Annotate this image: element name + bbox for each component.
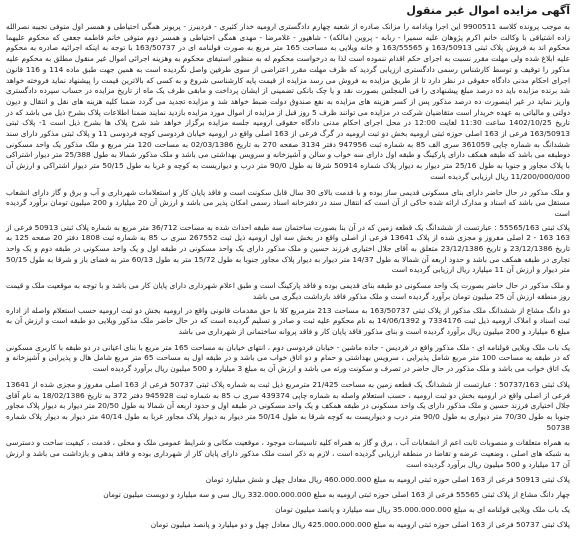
- price-line-2: چهار دانگ مشاع از پلاک ثبتی 55565 فرعی از 163 اصلی حوزه ثبتی ارومیه به مبلغ 332.000.000.000 ریال سی و سه میلیارد و دویست میلیون تومان: [103, 490, 570, 500]
- notice-paragraph-villa: یک باب ملک ویلایی قولنامه ای - ملک مذکور واقع در فردیس - جاده ماشین - خیابان فردوسی دوم ، انتهای خیابان به مساحت 165 متر مربع با بنای اعیانی در دو طبقه با کاربری مسکونی که در طبقه به مساحت 100 متر مربع شامل پذیرایی ، سرویس بهداشتی و حمام و دو اتاق خواب می باشد و در طبقه اول به مساحت 65 متر مربع شامل هال و پذیرایی و آشپزخانه و یک اتاق خواب می باشد و ملک مذکور در حال حاضر در تصرف و سکونت ورثه می باشد و ارزش آن به مبلغ 3 میلیارد و 500 میلیون ریال برآورد گردیده است: [6, 342, 571, 374]
- notice-paragraph-condition-2: و ملک مذکور در حال حاضر بصورت یک واحد مسکونی دو طبقه بنای قدیمی بوده و فاقد پارکینگ است و طبق اعلام شهرداری دارای پایان کار می باشد و با توجه به موقعیت ملک و قیمت روز منطقه ارزش آن 25 میلیون تومان برآورد گردیده است و ملک مذکور فاقد بازداشت دیگری می باشد: [6, 281, 570, 301]
- notice-paragraph-plot-55565: پلاک ثبتی 55565/163 : عبارتست از ششدانگ یک قطعه زمین که در آن بنا بصورت ساختمان سه طبقه احداث شده به مساحت 36/712 متر مربع به شماره پلاک ثبتی 50913 فرعی از 163 163 - 2 اصلی مفروز و مجزی شده از پلاک 13641 فرعی از اصلی واقع در بخش سه اول ارومیه ذیل ثبت 267552 سری ب 85 به شماره ثبت 1808 دفتر 20 صفحه 125 به تاریخ 23/12/1386 و تاریخ 23/12/1386 متعلق به آقای جلال اختیاری فرزند حسین و ملک مذکور دارای یک واحد مسکونی در طبقه اول و یک واحد مسکونی در طبقه دوم و یک واحد تجاری در طبقه همکف می باشد و حدود اربعه آن شمالا به طول 14/37 متر دیوار به دیوار پلاک مجاور جنوبا به طول 15/72 متر به طول 60/13 متر به فضای باز و شرقا به طول 50/15 متر دیوار و ارزش آن 11 میلیارد ریال ارزیابی گردیده است: [6, 222, 571, 275]
- notice-title: آگهی مزایده اموال غیر منقول: [406, 4, 570, 17]
- notice-paragraph-condition-1: و ملک مذکور در حال حاضر دارای بنای مسکونی قدیمی ساز بوده و با قدمت بالای 30 سال قابل سکونت است و فاقد پایان کار و استعلامات شهرداری و آب و برق و گاز دارای انشعاب مستقل می باشد که اسناد و مدارک ارائه شده حاکی از آن است که انتقال سند در دفترخانه اسناد رسمی امکان پذیر می باشد و ارزش آن 20 میلیارد و 200 میلیون تومان برآورد گردیده است: [6, 187, 570, 218]
- price-line-4: پلاک ثبتی 50737 فرعی از 163 اصلی حوزه ثبتی ارومیه به مبلغ 425.000.000.000 ریال معادل چهل و دو میلیارد و پانصد میلیون تومان: [150, 519, 570, 529]
- notice-paragraph-intro: به موجب پرونده کلاسه 9900511 این اجرا وبادامه را مزانک صادره از شعبه چهارم دادگستری ارومیه خدار کثیری - فردیبرز - پریونر همگی احتیاطی و همسر اول متوفی نجیبه نصرالله زاده اشتیاقی با وکالت خانم اکرم پژوهان علیه سمیرا - ربابه - پروین (مالکه) - شاهپور - غلامرضا - مهدی همگی احتیاطی و همسر دوم متوفی خانم فاطمه جعفی که محکوم علیهما محکوم اند به فروش پلاک ثبتی 163/50913 و 163/55565 و خانه ویلایی به مساحت 165 متر مربع به صورت قولنامه ای در 163/50737 با توجه به اینکه اجرائیه صادره به محکوم علیه ابلاغ شده ولی مهلت مقرر نسبت به اجرای حکم اقدام ننموده است لذا به درخواست محکوم له به منظور استیفای محکوم به وهزینه اجرائی اموال غیر منقول مطلق به محکوم علیه مذکور را توقیف و توسط کارشناس رسمی دادگستری ارزیابی گردید که ظرف مهلت مقرر اعتراضی از سوی طرفین واصل نگردیده است به همین جهت طبق ماده 114 و 116 قانون اجرای احکام مدنی دادگاه حقوقی در نظر دارد تا از طریق مزایده به فروش می رسد مزایده از قیمت پایه کارشناسی شروع و به کسی که بالاترین قیمت را پیشنهاد نماید فروخته خواهد شد برنده مزایده باید ده درصد مبلغ پیشنهادی را فی المجلس بصورت نقد و یا چک بانکی تضمینی از ایشان پرداخت و مابقی ظرف یک ماه از تاریخ مزایده در حساب سپرده دادگستری واریز نماید در غیر اینصورت ده درصد مذکور پس از کسر هزینه های مزایده به نفع صندوق دولت ضبط خواهد شد و مزایده تجدید می گردد ضمنا کلیه هزینه های نقل و انتقال و دیون دولتی و مالیاتی به عهده خریدار است متقاضیان شرکت در مزایده می توانند ظرف 5 روز قبل از مزایده از اموال مورد مزایده بازدید نمایند ضمنا اطلاعات پلاک بشرح ذیل می باشد که در تاریخ 1402/10/25 ساعت 11:30 لغایت 12:00 در محل اجرای احکام مدنی دادگاه حقوقی ارومیه جلسه مزایده برگزار خواهد شد شرح پلاک ها بشرح ذیل است 1- پلاک ثبتی 163/50913 فرعی از 163 اصلی حوزه ثبتی ارومیه بخش دو ثبت ارومیه در گرگ فرعی از 163 اصلی واقع در ارومیه خیابان فردوسی کوچه فردوسی 11 و پلاک ثبتی مذکور دارای سند ششدانگ به شماره چاپی 361059 سری الف 85 به شماره ثبت 947956 دفتر 3134 صفحه 270 به تاریخ 02/03/1386 به مساحت 120 متر مربع و ملک مذکور یک واحد مسکونی دوطبقه می باشد که طبقه همکف دارای پارکینگ و طبقه اول دارای سه خواب و سالن و آشپزخانه و سرویس بهداشتی می باشد و ملک مذکور شمالا به طول 25/388 متر دیوار اشتراکی با پلاک مجاور و جنوبا به طول 25/16 متر دیوار به دیوار پلاک شماره 50914 شرقا به طول 90/0 متر درب و دیواریست به کوچه و غربا به طول 50/15 متر دیوار اشتراکی و ارزش آن 11/200/000/000 ریال ارزیابی گردیده است: [6, 22, 571, 181]
- notice-paragraph-plot-50737: پلاک ثبتی 50737/163 : عبارتست از ششدانگ یک قطعه زمین به مساحت 21/425 مترمربع ذیل ثبت به شماره پلاک ثبتی 50737 فرعی از 163 اصلی مفروز و مجزی شده از 13641 فرعی از اصلی واقع در ارومیه بخش دو ثبت ارومیه ، حسب استعلام واصله به شماره چاپی 439374 سری ب 85 به شماره ثبت 945928 دفتر 372 به تاریخ 18/02/1386 به نام آقای جلال اختیاری فرزند حسین و ملک مذکور دارای یک واحد مسکونی در طبقه همکف و یک واحد مسکونی در طبقه اول و حدود اربعه آن شمالا به طول 20/50 متر دیوار به دیوار پلاک مجاور جنوبا به طول 70/30 متر دیواری به طول 90/0 متر درب و دیواریست به کوچه شرقا به طول 50/14 متر دیوار به دیوار پلاک مجاور غربا به طول 40/14 متر دیوار به دیوار پلاک شماره 50738: [6, 379, 571, 432]
- price-line-3: یک باب ملک ویلایی قولنامه ای به مبلغ 35.000.000.000 ریال سه میلیارد و پانصد میلیون تومان: [275, 504, 570, 514]
- notice-paragraph-valuation: به همراه متعلقات و منصوبات ثابت اعم از انشعابات آب ، برق و گاز به همراه کلیه تاسیسات موجود ، موقعیت مکانی و شرایط عمومی ملک و محلی ، قدمت ، کیفیت ساخت و دسترسی به شبکه های اصلی ، وضعیت عرضه و تقاضا در منطقه ارزیابی گردیده است ، لازم به ذکر است ملک مذکور دارای پایان کار از شهرداری بوده و فاقد بدهی و بازداشت می باشد و ارزش آن 17 میلیارد و 500 میلیون ریال برآورد گردیده است: [6, 438, 570, 469]
- notice-paragraph-shared-share: دو دانگ مشاع از ششدانگ ملک مذکور از پلاک ثبتی 163/50737 به مساحت 213 مترمربع کلا با حق مقدمات قانونی واقع در ارومیه بخش دو ثبت ارومیه حسب استعلام واصله از اداره ثبت اسناد و املاک ارومیه ذیل ثبت 7334176 و 14/06/1392 به نام محکوم علیه ثبت و صادر و تسلیم گردیده است که در حال حاضر ملک مذکور ویلایی دو طبقه است و ارزش آن به مبلغ 6 میلیارد و 200 میلیون ریال برآورد گردیده است و بنای مذکور فاقد پایان کار و فاقد پروانه ساختمانی از شهرداری می باشد: [6, 305, 570, 336]
- price-line-1: پلاک ثبتی 50913 فرعی از 163 اصلی حوزه ثبتی ارومیه به مبلغ 460.000.000 ریال معادل چهل و شش میلیارد تومان: [205, 475, 570, 485]
